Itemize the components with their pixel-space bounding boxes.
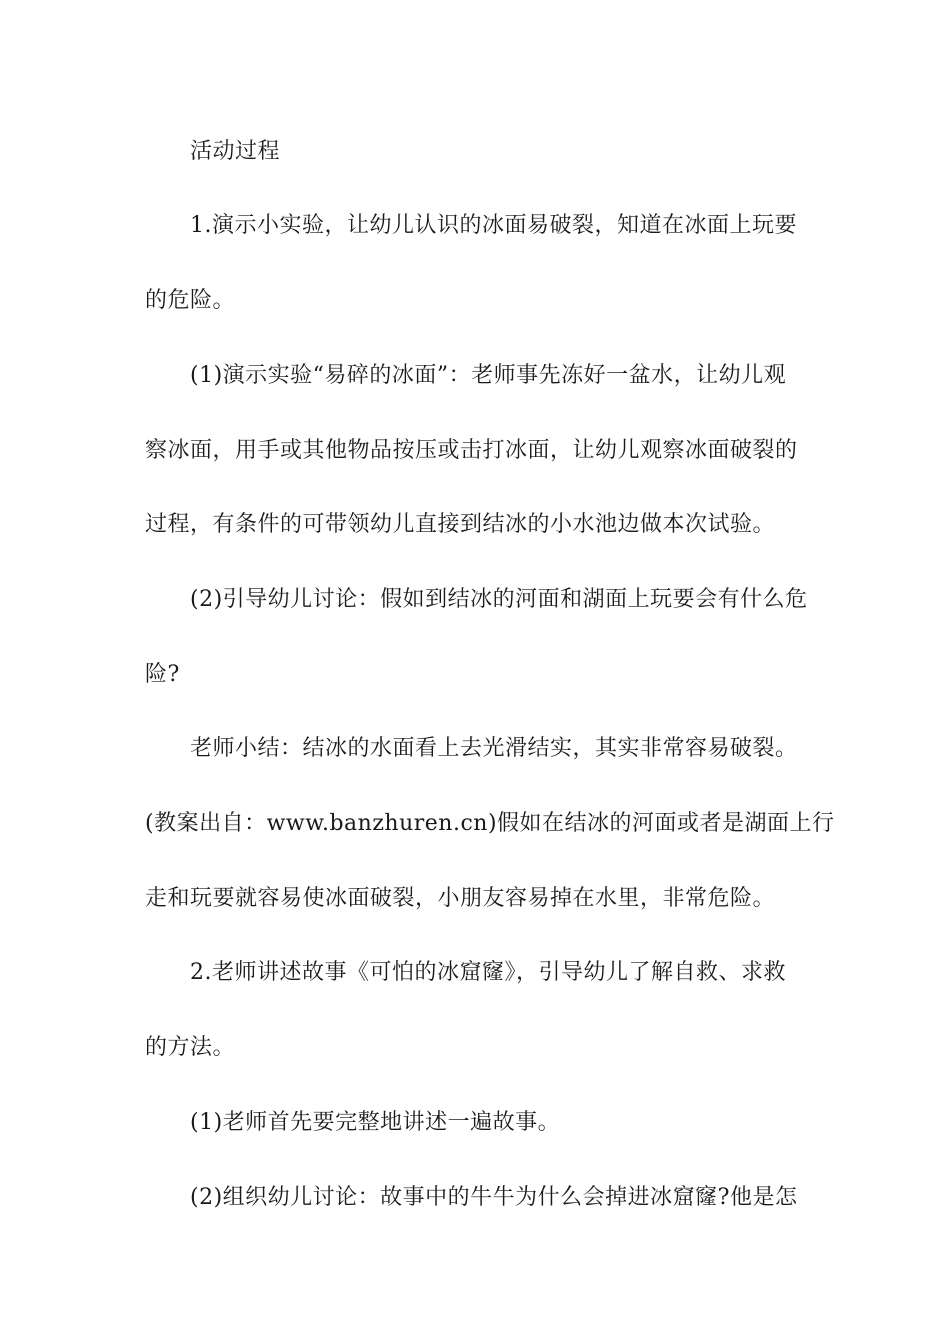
paragraph-line: 过程，有条件的可带领幼儿直接到结冰的小水池边做本次试验。 (145, 512, 776, 537)
paragraph-line: 1.演示小实验，让幼儿认识的冰面易破裂，知道在冰面上玩要 (190, 213, 797, 238)
paragraph-line: (2)引导幼儿讨论：假如到结冰的河面和湖面上玩要会有什么危 (190, 587, 808, 612)
paragraph-line: (1)老师首先要完整地讲述一遍故事。 (190, 1110, 561, 1135)
paragraph-line: 老师小结：结冰的水面看上去光滑结实，其实非常容易破裂。 (190, 736, 798, 761)
paragraph-line: (2)组织幼儿讨论：故事中的牛牛为什么会掉进冰窟窿?他是怎 (190, 1185, 798, 1210)
paragraph-line: 的危险。 (145, 288, 236, 313)
section-heading: 活动过程 (190, 139, 281, 164)
paragraph-line: (1)演示实验“易碎的冰面”：老师事先冻好一盆水，让幼儿观 (190, 363, 787, 388)
paragraph-line: 2.老师讲述故事《可怕的冰窟窿》，引导幼儿了解自救、求救 (190, 960, 786, 985)
paragraph-line: 的方法。 (145, 1035, 236, 1060)
paragraph-line: 险? (145, 662, 180, 687)
paragraph-line: (教案出自：www.banzhuren.cn)假如在结冰的河面或者是湖面上行 (145, 811, 835, 836)
paragraph-line: 走和玩要就容易使冰面破裂，小朋友容易掉在水里，非常危险。 (145, 886, 776, 911)
paragraph-line: 察冰面，用手或其他物品按压或击打冰面，让幼儿观察冰面破裂的 (145, 438, 798, 463)
